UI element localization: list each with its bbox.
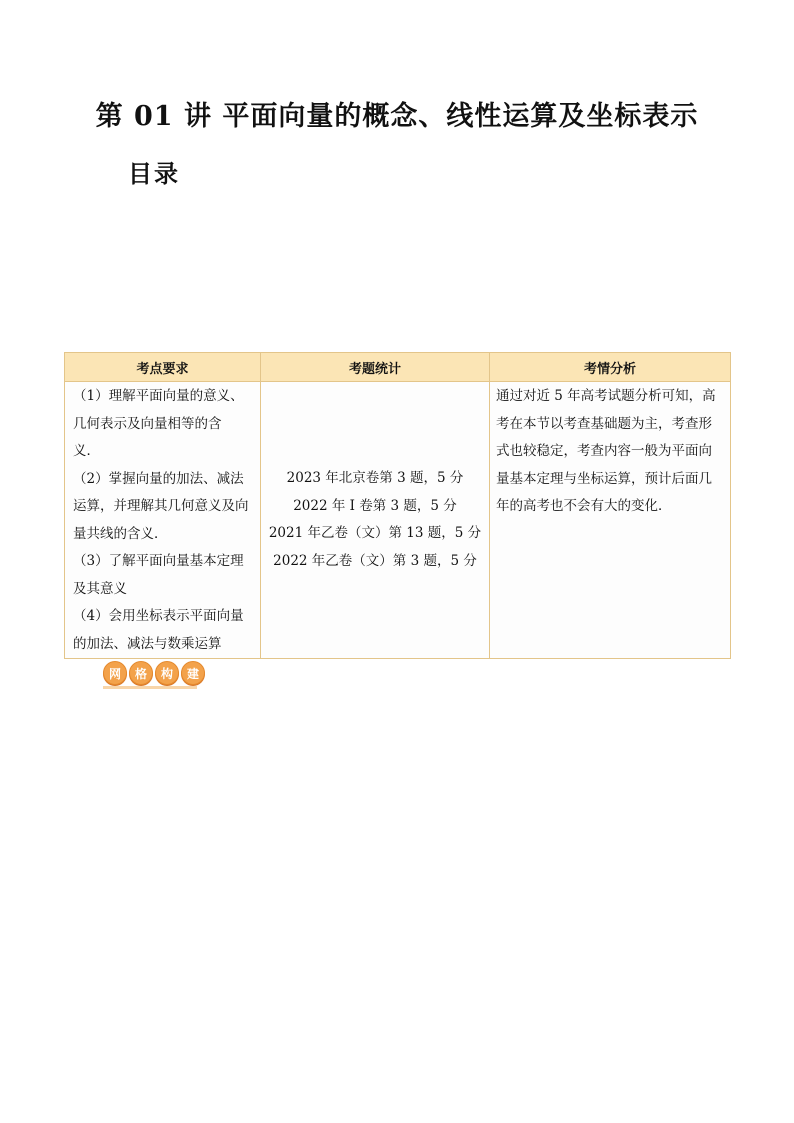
badge-char: 网 bbox=[103, 661, 127, 685]
exam-analysis-table bbox=[64, 352, 731, 659]
analysis-line: 考在本节以考查基础题为主，考查形 bbox=[496, 415, 712, 432]
analysis-line: 通过对近 5 年高考试题分析可知，高 bbox=[496, 388, 716, 404]
requirement-line: （3）了解平面向量基本定理 bbox=[73, 553, 244, 569]
analysis-cell bbox=[490, 382, 731, 659]
header-statistics: 考题统计 bbox=[261, 353, 490, 382]
analysis-line: 量基本定理与坐标运算，预计后面几 bbox=[496, 470, 712, 487]
requirement-line: 的加法、减法与数乘运算 bbox=[73, 635, 222, 652]
header-requirements: 考点要求 bbox=[65, 353, 261, 382]
statistics-cell bbox=[261, 382, 490, 659]
badge-char: 构 bbox=[155, 661, 179, 685]
requirement-line: （2）掌握向量的加法、减法 bbox=[73, 470, 244, 487]
requirement-line: 义． bbox=[73, 443, 100, 459]
toc-heading: 目录 bbox=[128, 159, 180, 188]
requirement-line: 及其意义 bbox=[73, 580, 127, 597]
requirement-line: 几何表示及向量相等的含 bbox=[73, 415, 222, 432]
section-badge-network-construction bbox=[103, 661, 205, 685]
analysis-line: 年的高考也不会有大的变化． bbox=[496, 498, 672, 514]
badge-underline bbox=[103, 686, 197, 689]
badge-char: 格 bbox=[129, 661, 153, 685]
requirement-line: 运算，并理解其几何意义及向 bbox=[73, 498, 249, 514]
requirement-line: 量共线的含义． bbox=[73, 525, 168, 542]
table-header-row bbox=[65, 353, 731, 382]
statistic-line: 2022 年 I 卷第 3 题，5 分 bbox=[293, 497, 457, 514]
table-row bbox=[65, 382, 731, 659]
requirements-cell bbox=[65, 382, 261, 659]
requirement-line: （1）理解平面向量的意义、 bbox=[73, 388, 244, 404]
document-title: 第 01 讲 平面向量的概念、线性运算及坐标表示 bbox=[95, 101, 699, 132]
analysis-line: 式也较稳定，考查内容一般为平面向 bbox=[496, 443, 712, 459]
statistic-line: 2021 年乙卷（文）第 13 题，5 分 bbox=[268, 525, 482, 541]
badge-char: 建 bbox=[181, 661, 205, 685]
header-analysis: 考情分析 bbox=[490, 353, 731, 382]
statistic-line: 2023 年北京卷第 3 题，5 分 bbox=[286, 470, 464, 486]
requirement-line: （4）会用坐标表示平面向量 bbox=[73, 608, 244, 624]
statistic-line: 2022 年乙卷（文）第 3 题，5 分 bbox=[273, 552, 477, 569]
